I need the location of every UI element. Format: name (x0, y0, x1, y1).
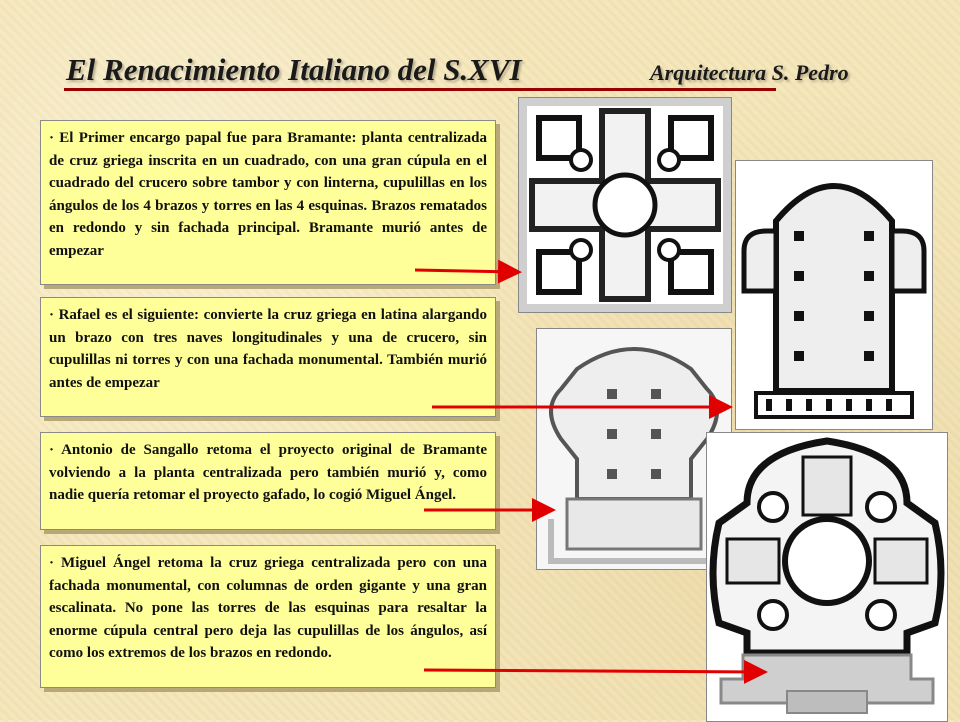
sangallo-textbox: · Antonio de Sangallo retoma el proyecto original de Bramante volviendo a la planta centralizada pero también murió y, como nadie quería retomar el proyecto gafado, lo cogió Miguel Ángel. (40, 432, 496, 530)
page-title: El Renacimiento Italiano del S.XVI (66, 52, 522, 87)
rafael-textbox: · Rafael es el siguiente: convierte la cruz griega en latina alargando un brazo con tres naves longitudinales y una de crucero, sin cupulillas ni torres y con una fachada monumental. También murió antes de empezar (40, 297, 496, 417)
michelangelo-floor-plan-icon (706, 432, 948, 722)
bramante-floor-plan-icon (518, 97, 732, 313)
sangallo-floor-plan-icon (536, 328, 732, 570)
bramante-textbox: · El Primer encargo papal fue para Bramante: planta centralizada de cruz griega inscrita en un cuadrado, con una gran cúpula en el cuadrado del crucero sobre tambor y con linterna, cupulillas en los ángulos de los 4 brazos y torres en las 4 esquinas. Brazos rematados en redondo y sin fachada principal. Bramante murió antes de empezar (40, 120, 496, 285)
page-subtitle: Arquitectura S. Pedro (650, 60, 849, 85)
title-underline (64, 88, 776, 91)
rafael-floor-plan-icon (735, 160, 933, 430)
michelangelo-textbox: · Miguel Ángel retoma la cruz griega centralizada pero con una fachada monumental, con columnas de orden gigante y una gran escalinata. No pone las torres de las esquinas para resaltar la enorme cúpula central pero deja las cupulillas de los ángulos, así como los extremos de los brazos en redondo. (40, 545, 496, 688)
